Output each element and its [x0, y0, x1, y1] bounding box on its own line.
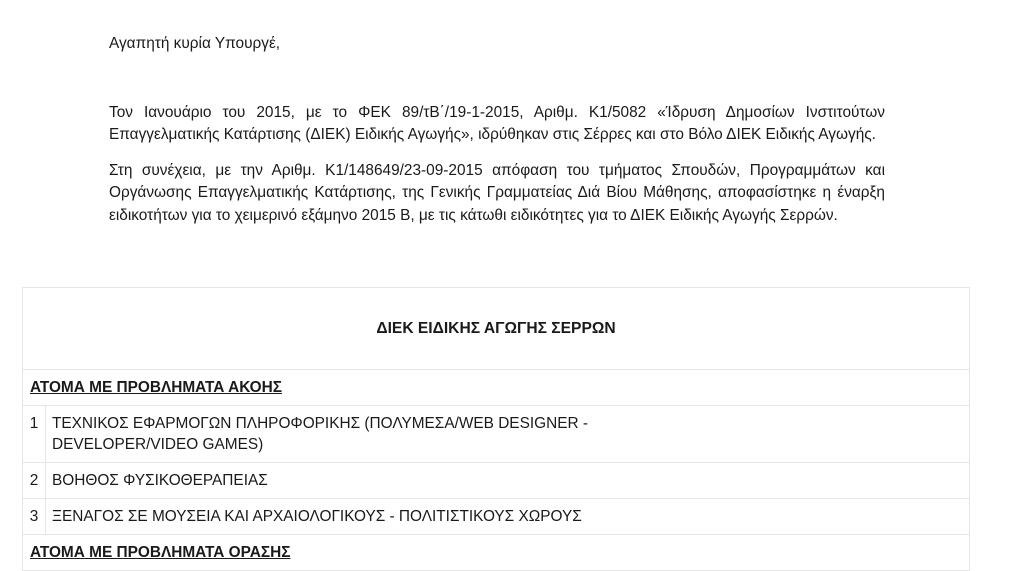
salutation: Αγαπητή κυρία Υπουργέ,	[109, 35, 281, 52]
row-number: 3	[23, 499, 46, 535]
table-row	[23, 499, 970, 535]
specialty-name-cell	[46, 463, 970, 499]
specialties-table	[22, 287, 970, 571]
row-number: 1	[23, 406, 46, 463]
paragraph-specialties: Στη συνέχεια, με την Αριθμ. Κ1/148649/23-09-2015 απόφαση του τμήματος Σπουδών, Προγραμμάτων και Οργάνωσης Επαγγελματικής Κατάρτισης, της Γενικής Γραμματείας Διά Βίου Μάθησης, αποφασίστηκε η έναρξη ειδικοτήτων για το χειμερινό εξάμηνο 2015 Β, με τις κάτωθι ειδικότητες για το ΔΙΕΚ Ειδικής Αγωγής Σερρών.	[109, 161, 885, 224]
category-row	[23, 370, 970, 406]
table-row	[23, 406, 970, 463]
paragraph-founding: Τον Ιανουάριο του 2015, με το ΦΕΚ 89/τΒ΄/19-1-2015, Αριθμ. Κ1/5082 «Ίδρυση Δημοσίων Ινστιτούτων Επαγγελματικής Κατάρτισης (ΔΙΕΚ) Ειδικής Αγωγής», ιδρύθηκαν στις Σέρρες και στο Βόλο ΔΙΕΚ Ειδικής Αγωγής.	[109, 103, 885, 143]
row-number: 2	[23, 463, 46, 499]
specialty-name-cell	[46, 499, 970, 535]
category-row	[23, 535, 970, 571]
letter-body	[109, 0, 885, 227]
table-row	[23, 463, 970, 499]
specialty-name: ΤΕΧΝΙΚΟΣ ΕΦΑΡΜΟΓΩΝ ΠΛΗΡΟΦΟΡΙΚΗΣ (ΠΟΛΥΜΕΣΑ/WEB DESIGNER - DEVELOPER/VIDEO GAMES)	[52, 415, 588, 453]
specialty-name-cell	[46, 406, 970, 463]
specialty-name: ΒΟΗΘΟΣ ΦΥΣΙΚΟΘΕΡΑΠΕΙΑΣ	[52, 472, 268, 489]
category-vision: ΑΤΟΜΑ ΜΕ ΠΡΟΒΛΗΜΑΤΑ ΟΡΑΣΗΣ	[23, 535, 970, 571]
specialty-name: ΞΕΝΑΓΟΣ ΣΕ ΜΟΥΣΕΙΑ ΚΑΙ ΑΡΧΑΙΟΛΟΓΙΚΟΥΣ - ΠΟΛΙΤΙΣΤΙΚΟΥΣ ΧΩΡΟΥΣ	[52, 508, 582, 525]
table-title: ΔΙΕΚ ΕΙΔΙΚΗΣ ΑΓΩΓΗΣ ΣΕΡΡΩΝ	[23, 288, 970, 370]
table-title-row	[23, 288, 970, 370]
category-hearing: ΑΤΟΜΑ ΜΕ ΠΡΟΒΛΗΜΑΤΑ ΑΚΟΗΣ	[23, 370, 970, 406]
